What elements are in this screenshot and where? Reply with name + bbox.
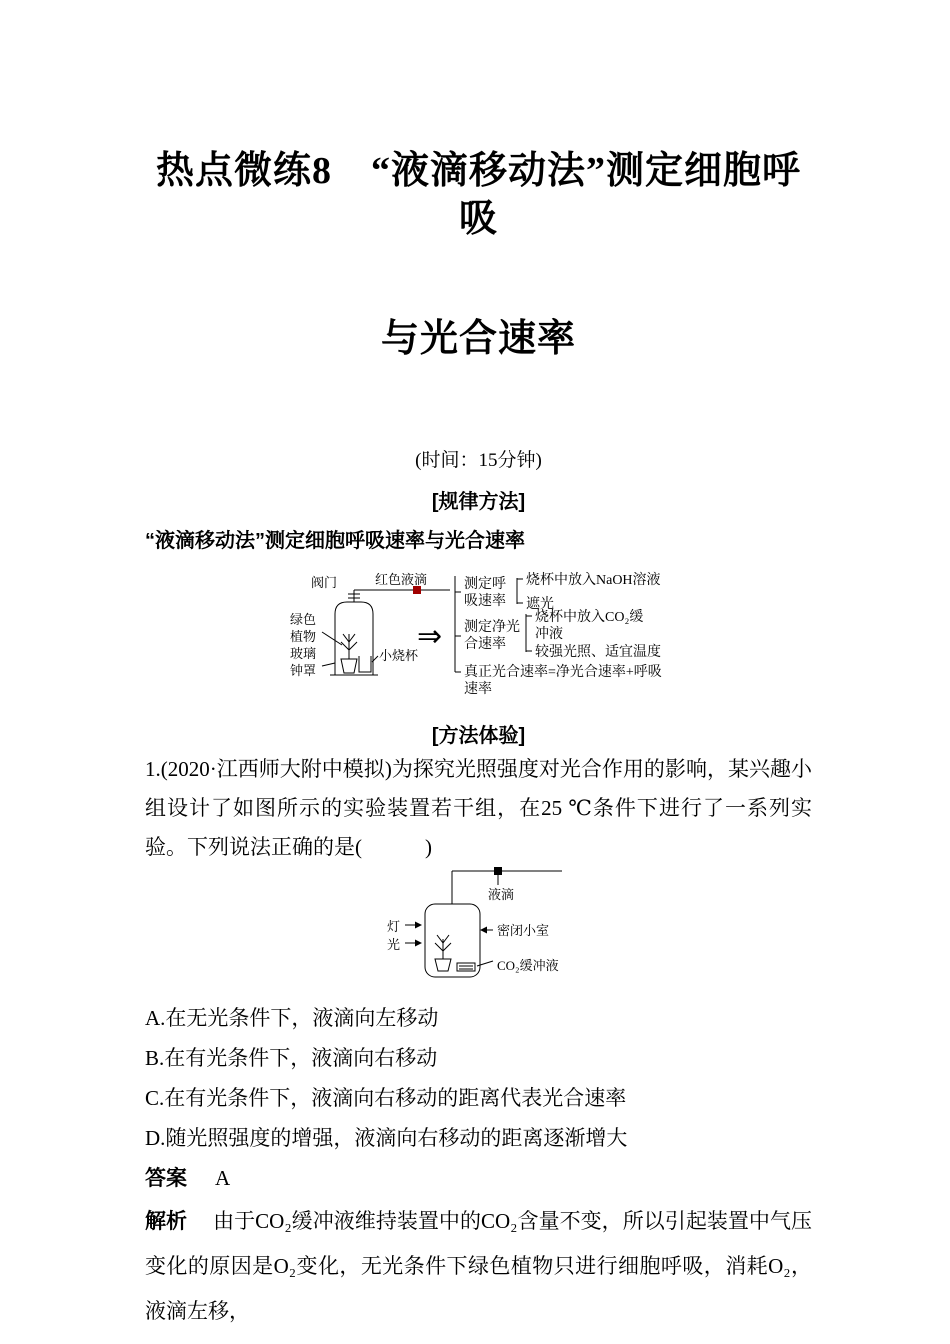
lamp-arrowhead-1 <box>415 922 422 929</box>
analysis-paragraph <box>145 1199 812 1334</box>
green-plant-label-1: 绿色 <box>290 612 317 627</box>
branch2-label-line2: 合速率 <box>464 637 506 652</box>
question-diagram-svg <box>377 859 707 987</box>
section-rule-method: [规律方法] <box>431 491 526 513</box>
branch2-sub1-line2: 冲液 <box>535 627 563 642</box>
chamber-arrowhead <box>480 927 487 934</box>
page-title <box>145 0 812 363</box>
option-d: D.随光照强度的增强，液滴向右移动的距离逐渐增大 <box>145 1126 628 1150</box>
section-method-experience: [方法体验] <box>431 725 526 747</box>
branch1-sub2: 遮光 <box>526 597 554 612</box>
question-apparatus-diagram <box>377 859 812 987</box>
red-droplet-label: 红色液滴 <box>375 572 428 587</box>
small-beaker-label: 小烧杯 <box>379 648 419 663</box>
option-b: B.在有光条件下，液滴向右移动 <box>145 1046 438 1070</box>
branch2-sub1-line1: 烧杯中放入CO₂缓 <box>535 610 644 625</box>
glass-jar-label-2: 钟罩 <box>290 663 317 678</box>
lamp-label-2: 光 <box>387 937 401 952</box>
title-line-1: 热点微练8 “液滴移动法”测定细胞呼吸 <box>155 150 801 240</box>
question-stem: 1.(2020·江西师大附中模拟)为探究光照强度对光合作用的影响，某兴趣小组设计了如图所示的实验装置若干组，在25 ℃条件下进行了一系列实验。下列说法正确的是( ) <box>145 757 812 859</box>
branch1-label-line2: 吸速率 <box>464 594 506 609</box>
branch2-sub2: 较强光照、适宜温度 <box>535 645 661 660</box>
green-plant-label-2: 植物 <box>290 629 317 644</box>
branch3-line2: 速率 <box>464 682 492 697</box>
glass-jar-label-1: 玻璃 <box>290 646 317 661</box>
branch1-label-line1: 测定呼 <box>464 577 506 592</box>
rule-heading: “液滴移动法”测定细胞呼吸速率与光合速率 <box>145 530 525 552</box>
branch2-label-line1: 测定净光 <box>464 620 520 635</box>
double-arrow-icon: ⇒ <box>417 619 443 654</box>
lamp-label-1: 灯 <box>387 919 401 934</box>
analysis-label: 解析 <box>145 1210 188 1233</box>
valve-label: 阀门 <box>311 575 338 590</box>
title-line-2: 与光合速率 <box>380 318 576 360</box>
time-note: (时间：15分钟) <box>415 450 542 471</box>
red-droplet-mark <box>413 586 421 594</box>
rule-diagram-svg <box>145 560 813 702</box>
closed-chamber-label: 密闭小室 <box>497 923 550 938</box>
branch1-sub1: 烧杯中放入NaOH溶液 <box>526 573 661 588</box>
option-a: A.在无光条件下，液滴向左移动 <box>145 1006 439 1030</box>
branch3-line1: 真正光合速率=净光合速率+呼吸 <box>464 665 662 680</box>
analysis-text: 由于CO₂缓冲液维持装置中的CO₂含量不变，所以引起装置中气压变化的原因是O₂变化，无光条件下绿色植物只进行细胞呼吸，消耗O₂，液滴左移， <box>145 1209 812 1323</box>
answer-value: A <box>215 1166 231 1190</box>
answer-label: 答案 <box>145 1167 187 1190</box>
droplet-label: 液滴 <box>488 887 515 902</box>
co2-buffer-label: CO₂缓冲液 <box>497 958 559 973</box>
apparatus-rule-diagram <box>145 560 812 702</box>
answer-line <box>145 1158 812 1199</box>
lamp-arrowhead-2 <box>415 940 422 947</box>
option-list <box>145 998 812 1158</box>
option-c: C.在有光条件下，液滴向右移动的距离代表光合速率 <box>145 1086 627 1110</box>
droplet-mark <box>494 867 502 875</box>
